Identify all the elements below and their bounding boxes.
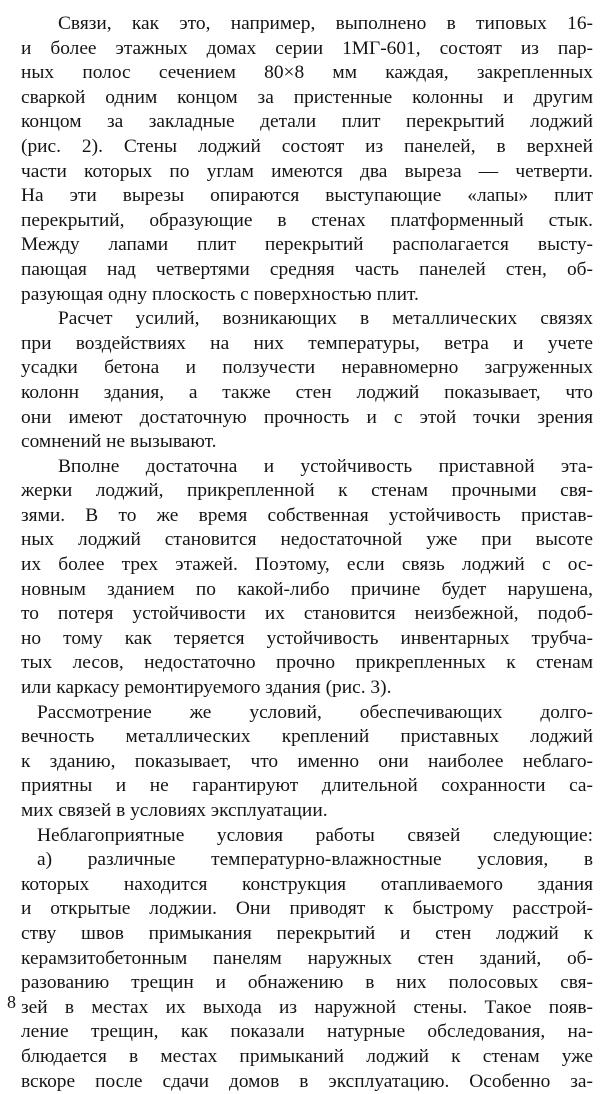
text-line: тых лесов, недостаточно прочно прикрепленных к стенам: [21, 652, 593, 674]
text-line: Неблагоприятные условия работы связей следующие:: [37, 824, 593, 846]
text-line: но тому как теряется устойчивость инвентарных трубча-: [21, 627, 593, 649]
text-line: мих связей в условиях эксплуатации.: [21, 800, 328, 821]
text-line: или каркасу ремонтируемого здания (рис. 3).: [21, 677, 392, 699]
text-line: их более трех этажей. Поэтому, если связь лоджий с ос-: [21, 554, 593, 576]
text-line: при воздействиях на них температуры, ветра и учете: [21, 332, 593, 354]
text-line: разованию трещин и обнажению в них полосовых свя-: [21, 972, 593, 994]
text-line: а) различные температурно-влажностные условия, в: [37, 849, 593, 871]
text-line: они имеют достаточную прочность и с этой точки зрения: [21, 406, 593, 428]
text-line: разующая одну плоскость с поверхностью плит.: [21, 283, 419, 305]
text-line: зями. В то же время собственная устойчивость пристав-: [21, 504, 593, 526]
text-line: (рис. 2). Стены лоджий состоят из панелей, в верхней: [21, 135, 593, 157]
text-line: вечность металлических креплений приставных лоджий: [21, 726, 593, 748]
text-line: к зданию, показывает, что именно они наиболее неблаго-: [21, 750, 593, 772]
text-line: и более этажных домах серии 1МГ-601, состоят из пар-: [21, 37, 593, 59]
text-line: ление трещин, как показали натурные обследования, на-: [21, 1021, 593, 1043]
page-number: 8: [7, 992, 16, 1012]
text-line: усадки бетона и ползучести неравномерно загруженных: [21, 357, 593, 379]
text-line: и открытые лоджии. Они приводят к быстрому расстрой-: [21, 898, 593, 920]
text-line: приятны и не гарантируют длительной сохранности са-: [21, 775, 593, 797]
text-line: Вполне достаточна и устойчивость приставной эта-: [58, 455, 593, 477]
text-line: Расчет усилий, возникающих в металлических связях: [58, 308, 593, 330]
text-line: вскоре после сдачи домов в эксплуатацию. Особенно за-: [21, 1070, 593, 1092]
text-line: Между лапами плит перекрытий располагается высту-: [21, 234, 593, 256]
text-line: зей в местах их выхода из наружной стены. Такое появ-: [21, 996, 593, 1018]
text-line: блюдается в местах примыканий лоджий к стенам уже: [21, 1045, 593, 1067]
text-line: ных лоджий становится недостаточной уже при высоте: [21, 529, 593, 551]
text-line: которых находится конструкция отапливаемого здания: [21, 873, 593, 895]
text-line: ству швов примыкания перекрытий и стен лоджий к: [21, 922, 593, 944]
text-page: [21, 12, 593, 1094]
text-line: колонн здания, а также стен лоджий показывает, что: [21, 381, 593, 403]
text-line: части которых по углам имеются два выреза — четверти.: [21, 160, 593, 182]
text-line: сваркой одним концом за пристенные колонны и другим: [21, 86, 593, 108]
text-line: перекрытий, образующие в стенах платформенный стык.: [21, 209, 593, 231]
text-line: Рассмотрение же условий, обеспечивающих долго-: [37, 701, 593, 723]
text-line: ных полос сечением 80×8 мм каждая, закрепленных: [21, 62, 593, 84]
text-line: новным зданием по какой-либо причине будет нарушена,: [21, 578, 593, 600]
text-line: На эти вырезы опираются выступающие «лапы» плит: [21, 185, 593, 207]
text-line: жерки лоджий, прикрепленной к стенам прочными свя-: [21, 480, 593, 502]
text-line: сомнений не вызывают.: [21, 431, 217, 453]
text-line: керамзитобетонным панелям наружных стен зданий, об-: [21, 947, 593, 969]
text-line: Связи, как это, например, выполнено в типовых 16-: [58, 13, 593, 34]
text-line: концом за закладные детали плит перекрытий лоджий: [21, 111, 593, 133]
text-line: то потеря устойчивости их становится неизбежной, подоб-: [21, 603, 593, 625]
text-line: пающая над четвертями средняя часть панелей стен, об-: [21, 258, 593, 280]
